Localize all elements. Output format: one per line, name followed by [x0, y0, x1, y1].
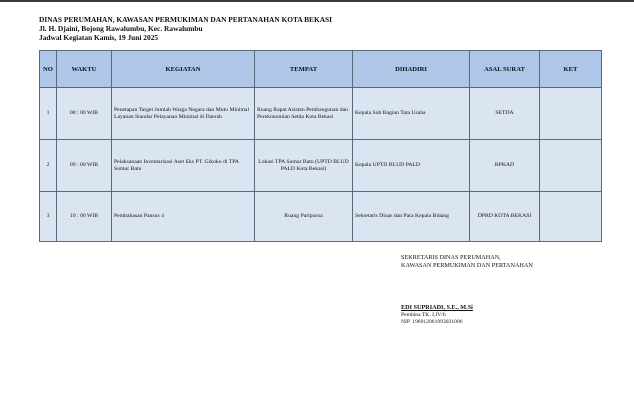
- top-border-line: [0, 0, 634, 2]
- column-header-asal-surat: ASAL SURAT: [470, 51, 540, 88]
- cell-tempat: Lokasi TPA Sumur Batu (UPTD BLUD PALD Kota Bekasi): [255, 140, 353, 192]
- signatory-name: EDI SUPRIADI, S.E., M.Si: [401, 304, 473, 311]
- agency-name: DINAS PERUMAHAN, KAWASAN PERMUKIMAN DAN PERTANAHAN KOTA BEKASI: [39, 15, 333, 24]
- cell-ket: [540, 192, 602, 242]
- signature-block: [401, 254, 533, 326]
- cell-dihadiri: Kepala UPTD BLUD PALD: [353, 140, 470, 192]
- column-header-kegiatan: KEGIATAN: [112, 51, 255, 88]
- cell-tempat: Ruang Rapat Asisten Pembangunan dan Perekonomian Setda Kota Bekasi: [255, 88, 353, 140]
- cell-dihadiri: Kepala Sub Bagian Tata Usaha: [353, 88, 470, 140]
- table-row: [40, 192, 602, 242]
- cell-no: 2: [40, 140, 57, 192]
- cell-asal-surat: BPKAD: [470, 140, 540, 192]
- cell-waktu: 08 : 00 WIB: [57, 88, 112, 140]
- schedule-table: [39, 50, 602, 242]
- cell-ket: [540, 140, 602, 192]
- cell-no: 1: [40, 88, 57, 140]
- cell-dihadiri: Sekretaris Dinas dan Para Kepala Bidang: [353, 192, 470, 242]
- cell-ket: [540, 88, 602, 140]
- signatory-title-line1: SEKRETARIS DINAS PERUMAHAN,: [401, 254, 501, 261]
- cell-waktu: 10 : 00 WIB: [57, 192, 112, 242]
- table-header-row: [40, 51, 602, 88]
- signatory-rank: Pembina TK. I,IV/b: [401, 312, 446, 318]
- cell-tempat: Ruang Paripurna: [255, 192, 353, 242]
- cell-waktu: 09 : 00 WIB: [57, 140, 112, 192]
- agency-address: Jl. H. Djaini, Bojong Rawalumbu, Kec. Rawalumbu: [39, 24, 203, 33]
- cell-no: 3: [40, 192, 57, 242]
- table-row: [40, 88, 602, 140]
- document-header: [39, 15, 332, 42]
- column-header-ket: KET: [540, 51, 602, 88]
- column-header-tempat: TEMPAT: [255, 51, 353, 88]
- cell-kegiatan: Pembahasan Pansus 4: [112, 192, 255, 242]
- column-header-no: NO: [40, 51, 57, 88]
- column-header-dihadiri: DIHADIRI: [353, 51, 470, 88]
- schedule-date-title: Jadwal Kegiatan Kamis, 19 Juni 2025: [39, 33, 159, 42]
- signatory-nip: NIP. 196912061993031006: [401, 319, 463, 325]
- cell-kegiatan: Penetapan Target Jumlah Warga Negara dan Mutu Minimal Layanan Standar Pelayanan Minimal di Daerah: [112, 88, 255, 140]
- cell-asal-surat: DPRD KOTA BEKASI: [470, 192, 540, 242]
- cell-asal-surat: SETDA: [470, 88, 540, 140]
- cell-kegiatan: Pelaksanaan Inventarisasi Aset Eks PT. Gikoko di TPA Sumur Batu: [112, 140, 255, 192]
- column-header-waktu: WAKTU: [57, 51, 112, 88]
- table-row: [40, 140, 602, 192]
- signatory-title-line2: KAWASAN PERMUKIMAN DAN PERTANAHAN: [401, 262, 533, 269]
